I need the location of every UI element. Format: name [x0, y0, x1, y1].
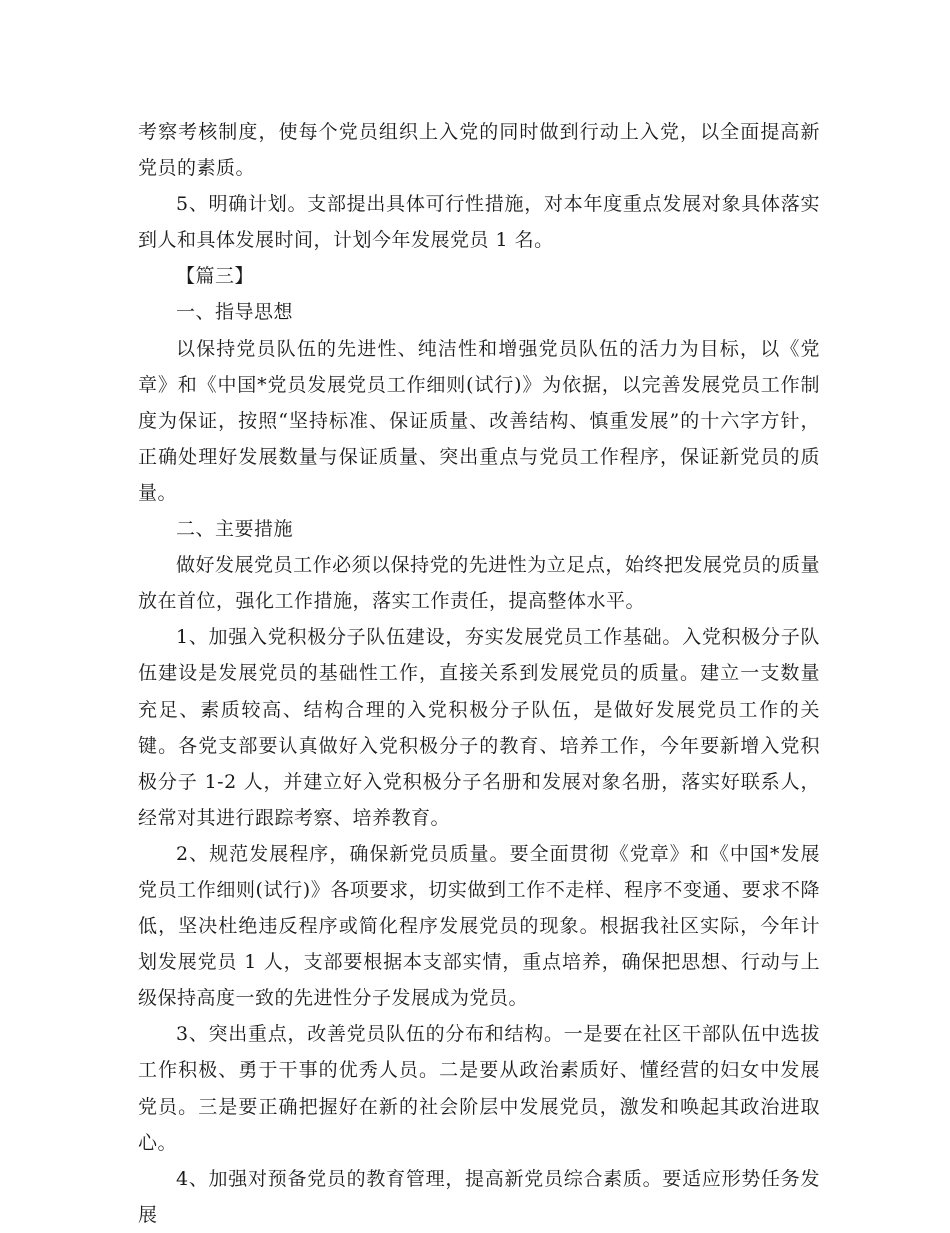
section-heading-main-measures: 二、主要措施 [176, 518, 294, 541]
paragraph-measure-2: 2、规范发展程序，确保新党员质量。要全面贯彻《党章》和《中国*发展党员工作细则(试行)》各项要求，切实做到工作不走样、程序不变通、要求不降低，坚决杜绝违反程序或简化程序发展党员的现象。根据我社区实际，今年计划发展党员 1 人，支部要根据本支部实情，重点培养，确保把思想、行动与上级保持高度一致的先进性分子发展成为党员。 [138, 842, 820, 1010]
section-heading-guiding-ideology: 一、指导思想 [176, 301, 294, 324]
paragraph-measures-intro: 做好发展党员工作必须以保持党的先进性为立足点，始终把发展党员的质量放在首位，强化工作措施，落实工作责任，提高整体水平。 [138, 554, 820, 613]
paragraph-plan: 5、明确计划。支部提出具体可行性措施，对本年度重点发展对象具体落实到人和具体发展时间，计划今年发展党员 1 名。 [138, 193, 820, 252]
paragraph-measure-3: 3、突出重点，改善党员队伍的分布和结构。一是要在社区干部队伍中选拔工作积极、勇于干事的优秀人员。二是要从政治素质好、懂经营的妇女中发展党员。三是要正确把握好在新的社会阶层中发展党员，激发和唤起其政治进取心。 [138, 1023, 820, 1154]
paragraph-measure-1: 1、加强入党积极分子队伍建设，夯实发展党员工作基础。入党积极分子队伍建设是发展党员的基础性工作，直接关系到发展党员的质量。建立一支数量充足、素质较高、结构合理的入党积极分子队伍，是做好发展党员工作的关键。各党支部要认真做好入党积极分子的教育、培养工作，今年要新增入党积极分子 1-2 人，并建立好入党积极分子名册和发展对象名册，落实好联系人，经常对其进行跟踪考察、培养教育。 [138, 626, 820, 829]
paragraph-measure-4: 4、加强对预备党员的教育管理，提高新党员综合素质。要适应形势任务发展 [138, 1167, 820, 1226]
document-body [138, 114, 820, 1233]
paragraph-continuation: 考察考核制度，使每个党员组织上入党的同时做到行动上入党，以全面提高新党员的素质。 [138, 121, 820, 180]
paragraph-guiding-ideology: 以保持党员队伍的先进性、纯洁性和增强党员队伍的活力为目标，以《党章》和《中国*党员发展党员工作细则(试行)》为依据，以完善发展党员工作制度为保证，按照“坚持标准、保证质量、改善结构、慎重发展”的十六字方针，正确处理好发展数量与保证质量、突出重点与党员工作程序，保证新党员的质量。 [138, 337, 820, 504]
section-heading-part-three: 【篇三】 [176, 265, 255, 288]
